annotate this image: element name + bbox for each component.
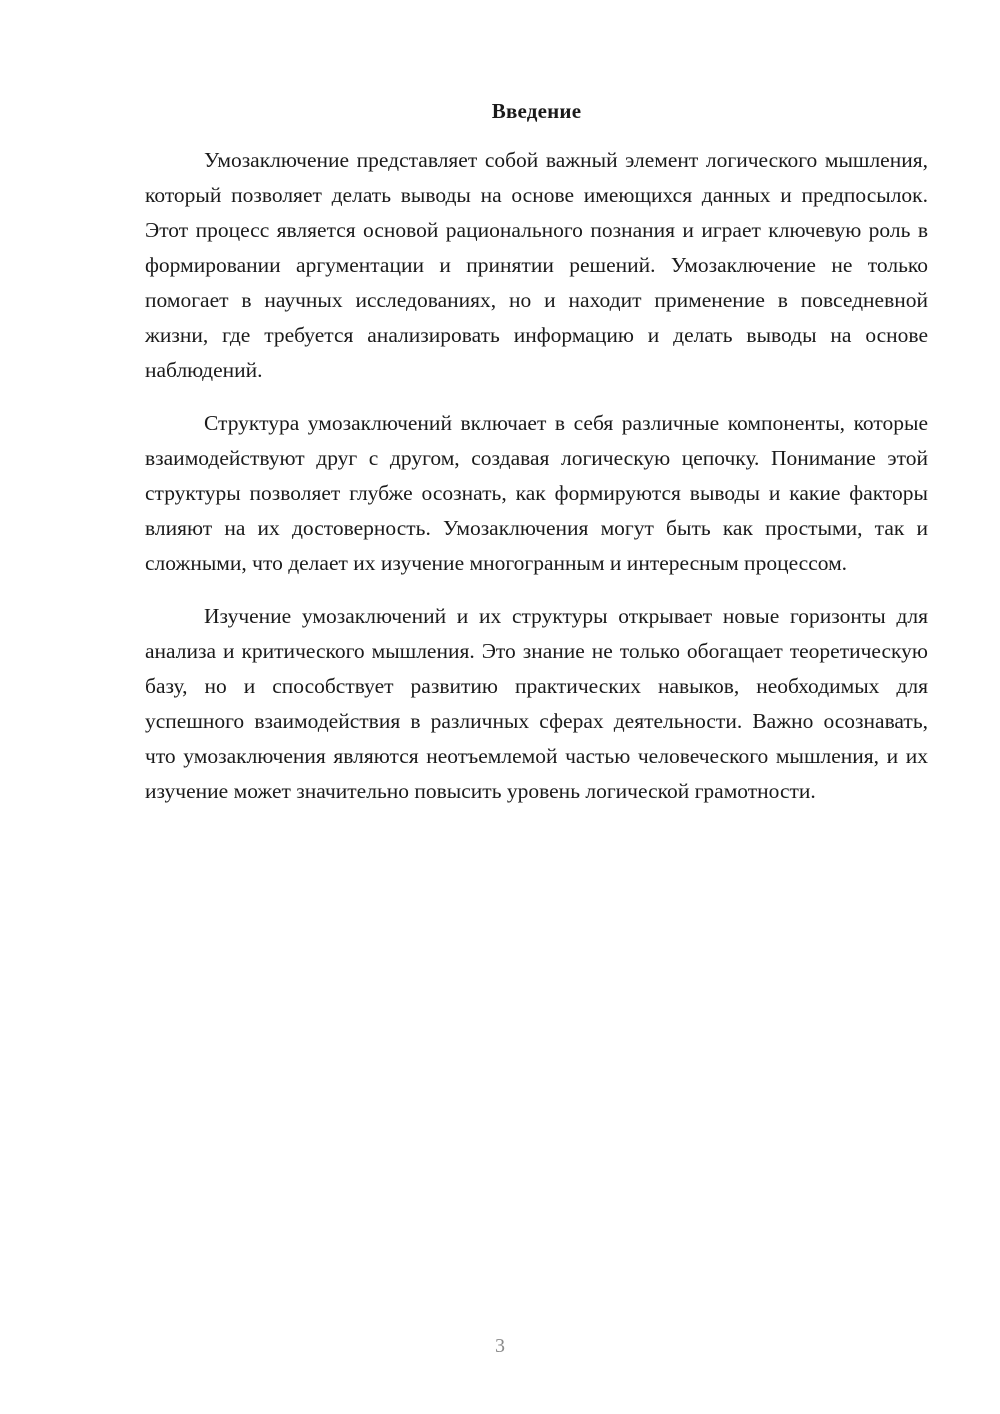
paragraph-1: Умозаключение представляет собой важный элемент логического мышления, который позволяет делать выводы на основе имеющихся данных и предпосылок. Этот процесс является основой рационального познания и играет ключевую роль в формировании аргументации и принятии решений. Умозаключение не только помогает в научных исследованиях, но и находит применение в повседневной жизни, где требуется анализировать информацию и делать выводы на основе наблюдений. <box>145 148 928 382</box>
page-content <box>145 96 928 827</box>
paragraph-3: Изучение умозаключений и их структуры открывает новые горизонты для анализа и критического мышления. Это знание не только обогащает теоретическую базу, но и способствует развитию практических навыков, необходимых для успешного взаимодействия в различных сферах деятельности. Важно осознавать, что умозаключения являются неотъемлемой частью человеческого мышления, и их изучение может значительно повысить уровень логической грамотности. <box>145 604 928 803</box>
section-heading: Введение <box>491 99 582 123</box>
paragraph-2: Структура умозаключений включает в себя различные компоненты, которые взаимодействуют друг с другом, создавая логическую цепочку. Понимание этой структуры позволяет глубже осознать, как формируются выводы и какие факторы влияют на их достоверность. Умозаключения могут быть как простыми, так и сложными, что делает их изучение многогранным и интересным процессом. <box>145 411 928 575</box>
page-number: 3 <box>495 1335 505 1357</box>
